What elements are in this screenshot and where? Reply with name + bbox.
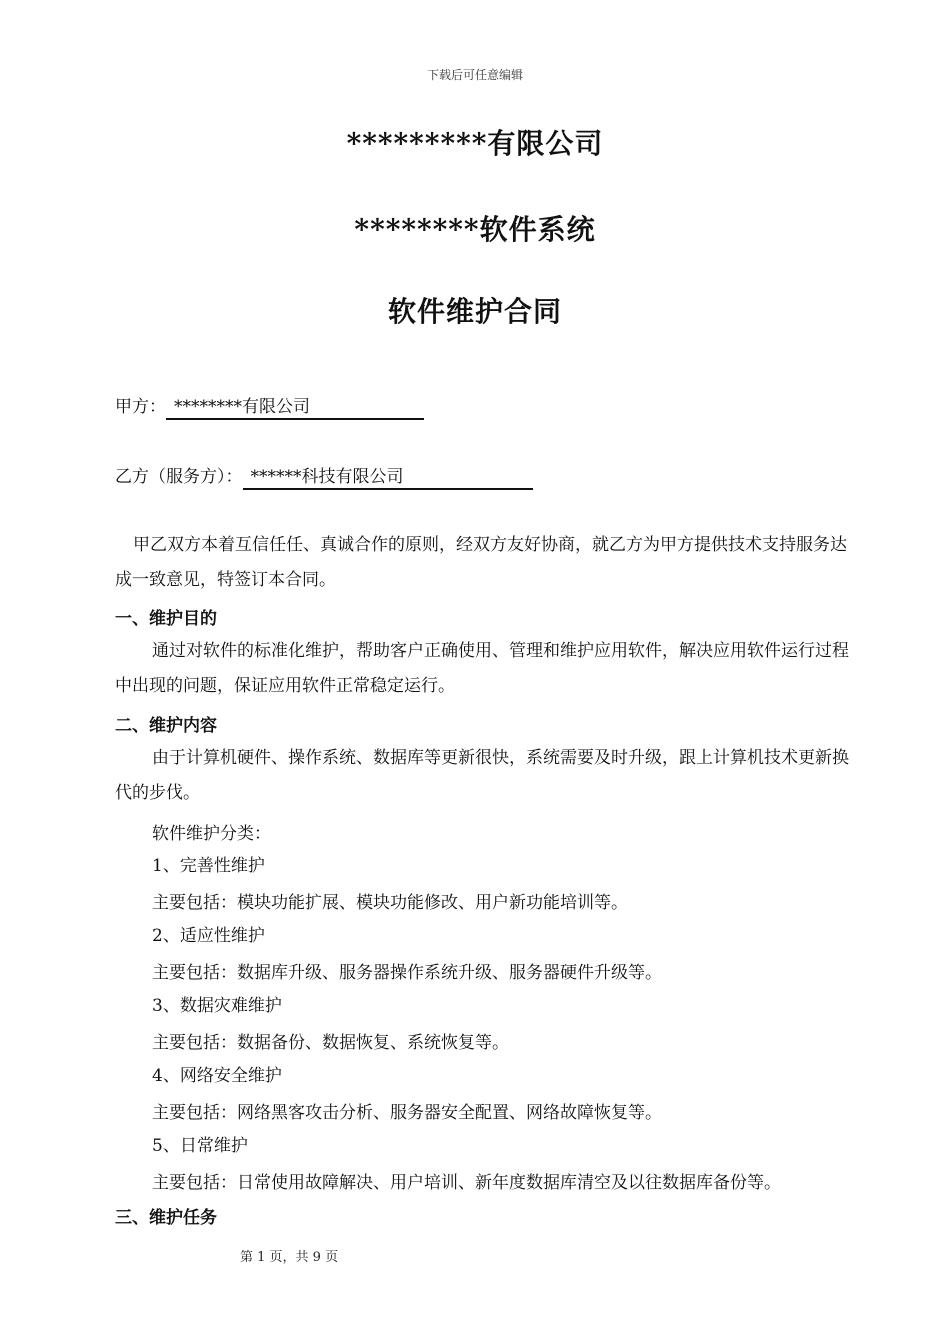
section-1-heading: 一、维护目的 bbox=[115, 609, 217, 629]
party-a-value: ********有限公司 bbox=[166, 397, 424, 420]
company-title: *********有限公司 bbox=[346, 127, 604, 160]
party-b-line bbox=[115, 462, 533, 490]
page-footer: 第 1 页，共 9 页 bbox=[240, 1250, 339, 1265]
list-item-title: 2、适应性维护 bbox=[152, 926, 265, 946]
party-b-label: 乙方（服务方）： bbox=[115, 467, 243, 487]
section-3-heading: 三、维护任务 bbox=[115, 1208, 217, 1228]
list-item-title: 3、数据灾难维护 bbox=[152, 996, 282, 1016]
list-item-detail: 主要包括：网络黑客攻击分析、服务器安全配置、网络故障恢复等。 bbox=[152, 1103, 662, 1123]
section-2-heading: 二、维护内容 bbox=[115, 716, 217, 736]
category-label: 软件维护分类： bbox=[152, 824, 271, 844]
section-1-body: 通过对软件的标准化维护，帮助客户正确使用、管理和维护应用软件，解决应用软件运行过程中出现的问题，保证应用软件正常稳定运行。 bbox=[115, 641, 849, 696]
party-a-label: 甲方： bbox=[115, 397, 166, 417]
list-item-title: 5、日常维护 bbox=[152, 1136, 248, 1156]
contract-title: 软件维护合同 bbox=[387, 295, 562, 328]
list-item-detail: 主要包括：数据库升级、服务器操作系统升级、服务器硬件升级等。 bbox=[152, 963, 662, 983]
party-b-value: ******科技有限公司 bbox=[243, 467, 533, 490]
list-item-detail: 主要包括：数据备份、数据恢复、系统恢复等。 bbox=[152, 1033, 509, 1053]
list-item-detail: 主要包括：日常使用故障解决、用户培训、新年度数据库清空及以往数据库备份等。 bbox=[152, 1173, 781, 1193]
header-note: 下载后可任意编辑 bbox=[426, 68, 523, 82]
list-item-detail: 主要包括：模块功能扩展、模块功能修改、用户新功能培训等。 bbox=[152, 893, 628, 913]
list-item-title: 1、完善性维护 bbox=[152, 856, 265, 876]
section-2-body: 由于计算机硬件、操作系统、数据库等更新很快，系统需要及时升级，跟上计算机技术更新换代的步伐。 bbox=[115, 748, 849, 803]
party-a-line bbox=[115, 392, 424, 420]
system-title: ********软件系统 bbox=[354, 213, 596, 246]
intro-paragraph: 甲乙双方本着互信任任、真诚合作的原则，经双方友好协商，就乙方为甲方提供技术支持服务达成一致意见，特签订本合同。 bbox=[115, 535, 847, 590]
list-item-title: 4、网络安全维护 bbox=[152, 1066, 282, 1086]
